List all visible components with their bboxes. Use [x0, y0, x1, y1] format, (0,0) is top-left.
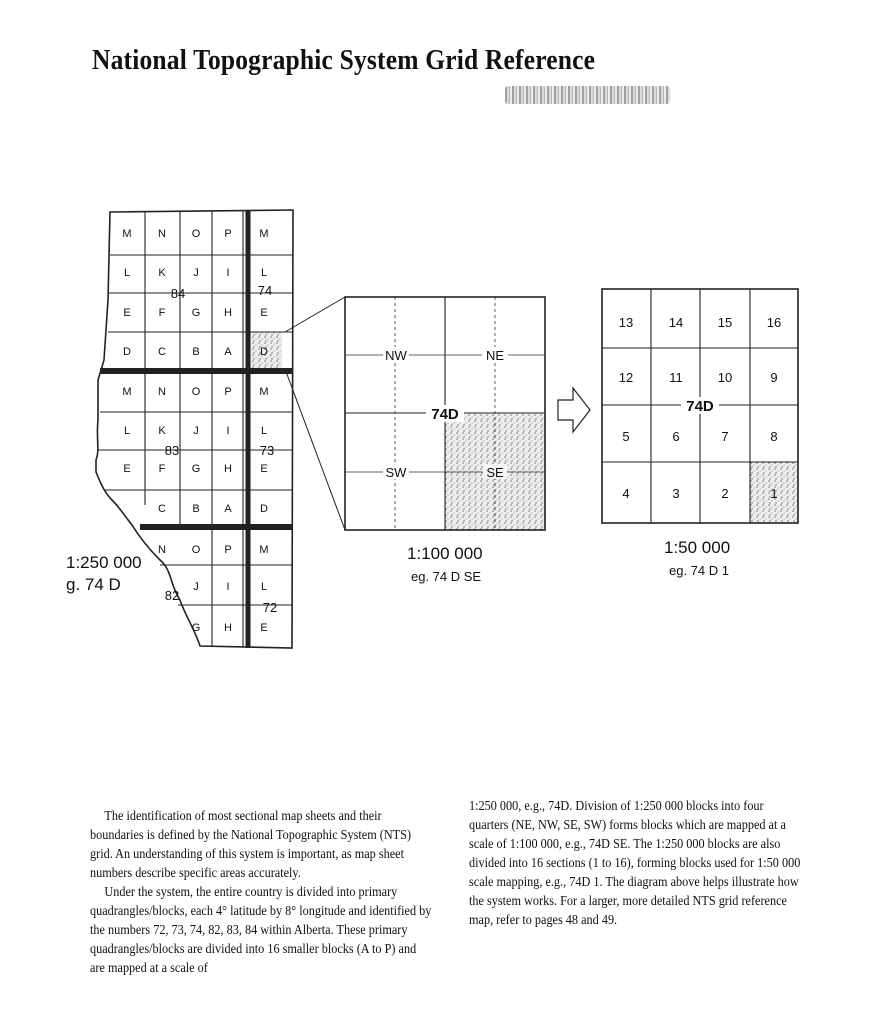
block-label-72: 72 [262, 600, 278, 615]
map-cell-letter: J [193, 581, 199, 593]
map-cell-letter: H [224, 463, 232, 475]
block-label-82: 82 [164, 588, 180, 603]
map-cell-letter: F [158, 463, 166, 475]
map-cell-letter: J [193, 425, 199, 437]
section-number: 5 [622, 429, 630, 444]
section-number: 15 [717, 315, 733, 330]
map-cell-letter: L [260, 581, 268, 593]
section-number: 16 [766, 315, 782, 330]
map-cell-letter: M [259, 544, 269, 556]
map-cell-letter: J [193, 267, 199, 279]
map-cell-letter: A [224, 503, 232, 515]
section-number: 13 [618, 315, 634, 330]
map-cell-letter: P [224, 386, 232, 398]
map-cell-letter: P [224, 544, 232, 556]
scale-250000: 1:250 000 [66, 553, 142, 572]
quarter-label-sw: SW [385, 465, 407, 480]
map-cell-letter: L [123, 267, 131, 279]
map-cell-letter: L [260, 267, 268, 279]
section-number: 8 [770, 429, 778, 444]
map-cell-letter: D [123, 346, 131, 358]
map-cell-letter: H [224, 307, 232, 319]
page-title: National Topographic System Grid Reference [92, 44, 596, 76]
example-250000: g. 74 D [66, 575, 121, 594]
paragraph-system: Under the system, the entire country is divided into primary quadrangles/blocks, each 4° latitude by 8° longitude and identified by the numbers 72, 73, 74, 82, 83, 84 within Alberta. These primary quadrangles/blocks are divided into 16 smaller blocks (A to P) and are mapped at a scale of [90, 884, 432, 975]
map-cell-letter: M [122, 386, 132, 398]
section-number: 2 [721, 486, 729, 501]
map-cell-letter: O [191, 544, 201, 556]
scale-50000: 1:50 000 [664, 538, 731, 557]
section-number: 12 [618, 370, 634, 385]
quarters-center-label: 74D [431, 406, 459, 423]
section-number: 7 [721, 429, 729, 444]
right-column-text [469, 796, 802, 929]
section-number: 6 [672, 429, 680, 444]
quarter-label-nw: NW [385, 348, 407, 363]
map-cell-letter: M [259, 228, 269, 240]
map-cell-letter: D [260, 346, 268, 358]
map-cell-letter: K [158, 267, 166, 279]
map-cell-letter: O [191, 386, 201, 398]
map-cell-letter: B [192, 346, 200, 358]
map-cell-letter: M [122, 228, 132, 240]
map-cell-letter: G [191, 622, 201, 634]
sections-center-label: 74D [686, 398, 714, 415]
map-cell-letter: C [158, 346, 166, 358]
map-cell-letter: N [158, 228, 166, 240]
map-cell-letter: M [259, 386, 269, 398]
map-cell-letter: N [158, 386, 166, 398]
quarter-label-se: SE [486, 465, 504, 480]
map-cell-letter: P [224, 228, 232, 240]
map-cell-letter: G [191, 463, 201, 475]
arrow-icon [558, 388, 590, 432]
map-cell-letter: E [260, 463, 268, 475]
map-cell-letter: B [192, 503, 200, 515]
map-cell-letter: A [224, 346, 232, 358]
block-label-74: 74 [257, 283, 273, 298]
paragraph-intro: The identification of most sectional map sheets and their boundaries is defined by the National Topographic System (NTS) grid. An understanding of this system is important, as map sheet numbers describe specific areas accurately. [90, 808, 412, 880]
map-cell-letter: E [260, 307, 268, 319]
left-column-text [90, 806, 432, 977]
map-cell-letter: L [123, 425, 131, 437]
map-cell-letter: F [158, 307, 166, 319]
map-cell-letter: N [158, 544, 166, 556]
block-label-84: 84 [170, 286, 186, 301]
block-label-73: 73 [259, 443, 275, 458]
map-cell-letter: E [123, 307, 131, 319]
map-cell-letter: E [123, 463, 131, 475]
sections-center [681, 397, 719, 415]
map-cell-letter: I [226, 425, 230, 437]
scale-100000: 1:100 000 [407, 544, 483, 563]
section-number: 11 [669, 370, 683, 385]
map-cell-letter: O [191, 228, 201, 240]
map-cell-letter: G [191, 307, 201, 319]
section-number: 9 [770, 370, 778, 385]
map-cell-letter: C [158, 503, 166, 515]
connector-lines [285, 297, 345, 530]
section-number: 1 [770, 486, 778, 501]
section-number: 4 [622, 486, 630, 501]
section-number: 3 [672, 486, 680, 501]
example-100000: eg. 74 D SE [411, 569, 482, 584]
map-cell-letter: D [260, 503, 268, 515]
map-cell-letter: E [260, 622, 268, 634]
block-label-83: 83 [164, 443, 180, 458]
paragraph-scales: 1:250 000, e.g., 74D. Division of 1:250 000 blocks into four quarters (NE, NW, SE, SW) forms blocks which are mapped at a scale of 1:100 000, e.g., 74D SE. The 1:250 000 blocks are also divided into 16 sections (1 to 16), forming blocks used for 1:50 000 scale mapping, e.g., 74D 1. The diagram above helps illustrate how the system works. For a larger, more detailed NTS grid reference map, refer to pages 48 and 49. [469, 798, 801, 927]
example-50000: eg. 74 D 1 [669, 563, 729, 578]
map-cell-letter: I [226, 581, 230, 593]
section-number: 14 [668, 315, 684, 330]
map-cell-letter: I [226, 267, 230, 279]
map-cell-letter: L [260, 425, 268, 437]
section-number: 10 [717, 370, 733, 385]
map-cell-letter: K [158, 425, 166, 437]
map-cell-letter: H [224, 622, 232, 634]
quarter-label-ne: NE [485, 348, 505, 363]
